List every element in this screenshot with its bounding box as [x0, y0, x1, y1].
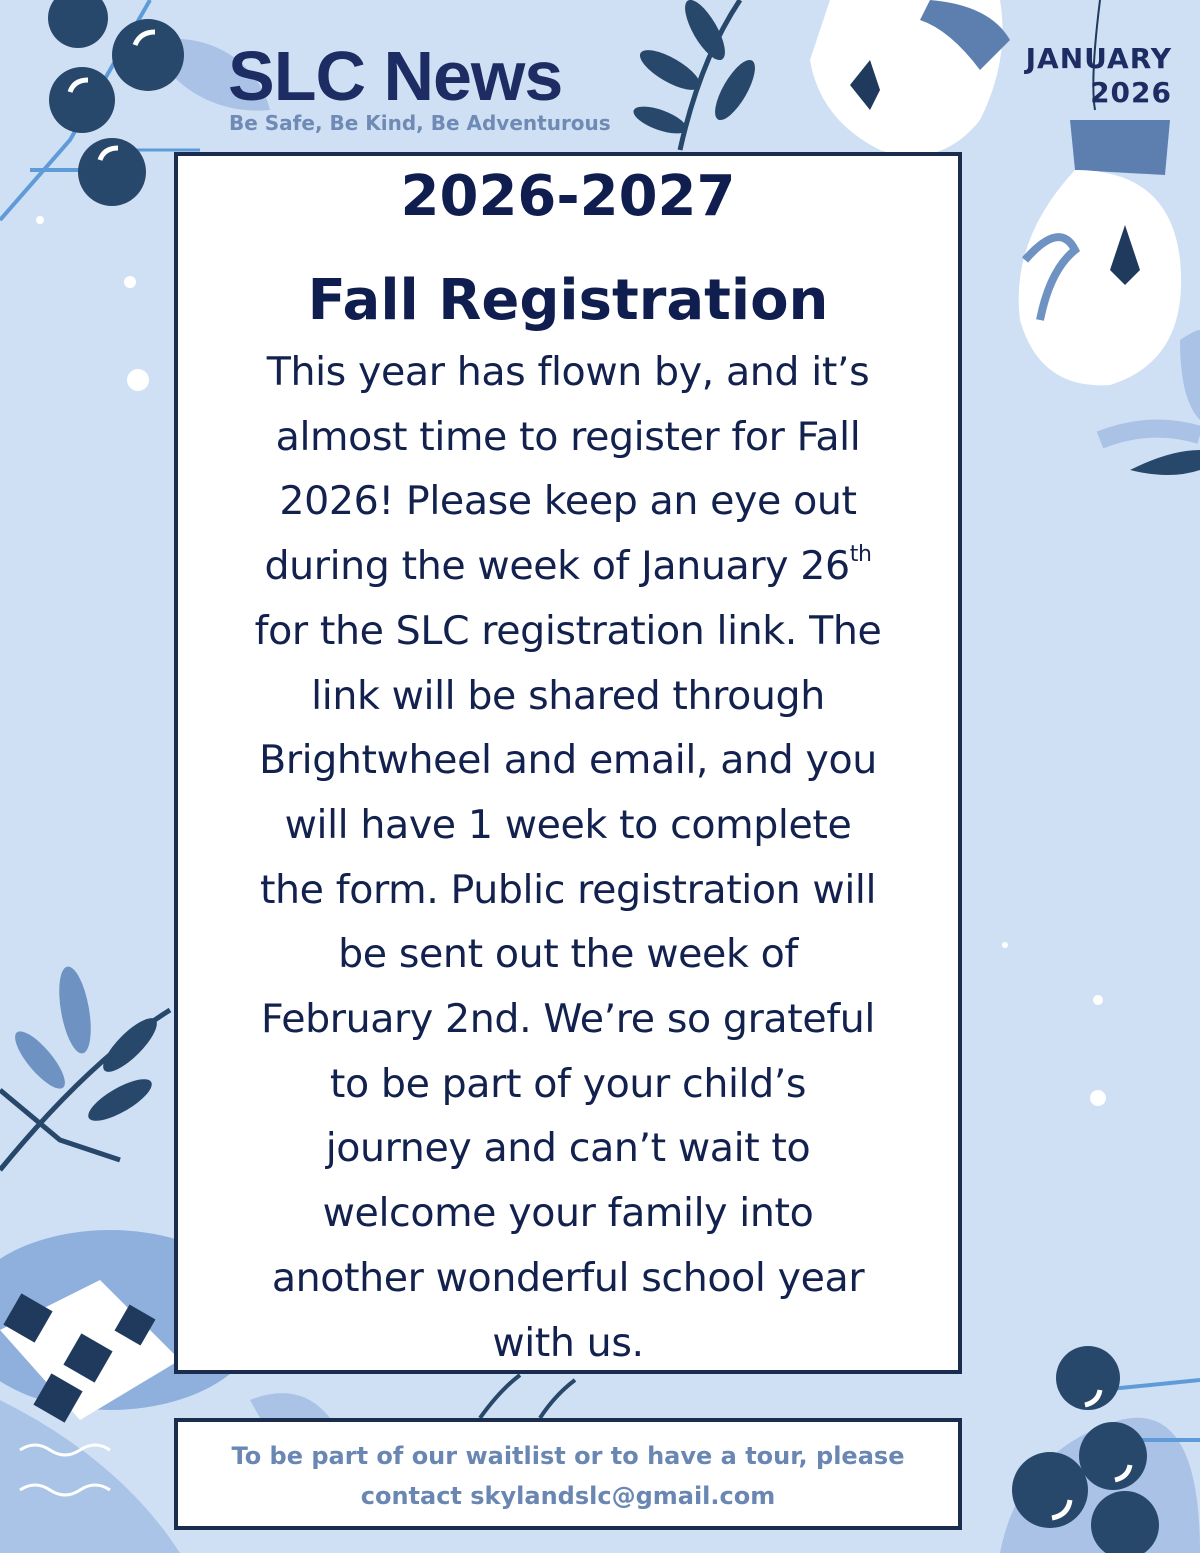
body-line: for the SLC registration link. The [254, 607, 882, 654]
body-line: to be part of your child’s [329, 1060, 807, 1107]
body-line: 2026! Please keep an eye out [279, 478, 857, 525]
body-line: Brightwheel and email, and you [259, 737, 877, 784]
headline-years: 2026-2027 [400, 164, 736, 229]
body-line: February 2nd. We’re so grateful [261, 996, 875, 1043]
body-line: welcome your family into [322, 1190, 814, 1237]
article-headline [178, 164, 958, 334]
body-line: another wonderful school year [271, 1254, 865, 1301]
body-line [198, 534, 938, 599]
body-line-text: during the week of January 26 [264, 543, 850, 590]
body-line: the form. Public registration will [259, 866, 877, 913]
body-line: link will be shared through [311, 672, 825, 719]
newsletter-title: SLC News [228, 37, 563, 115]
issue-date [972, 42, 1172, 110]
body-line: almost time to register for Fall [275, 413, 861, 460]
footer-contact-email[interactable]: contact skylandslc@gmail.com [360, 1482, 776, 1510]
ordinal-suffix: th [849, 542, 872, 568]
body-line: journey and can’t wait to [325, 1125, 811, 1172]
footer-line: To be part of our waitlist or to have a tour, please [231, 1442, 905, 1470]
article-body [198, 340, 938, 1375]
issue-year: 2026 [1090, 76, 1172, 109]
article-panel [174, 152, 962, 1374]
body-line: This year has flown by, and it’s [266, 349, 870, 395]
body-line: will have 1 week to complete [284, 801, 852, 848]
issue-month: JANUARY [1025, 42, 1172, 75]
headline-title: Fall Registration [307, 268, 829, 333]
contact-footer [174, 1418, 962, 1530]
body-line: with us. [492, 1319, 644, 1366]
body-line: be sent out the week of [338, 931, 798, 978]
newsletter-tagline: Be Safe, Be Kind, Be Adventurous [229, 111, 611, 135]
